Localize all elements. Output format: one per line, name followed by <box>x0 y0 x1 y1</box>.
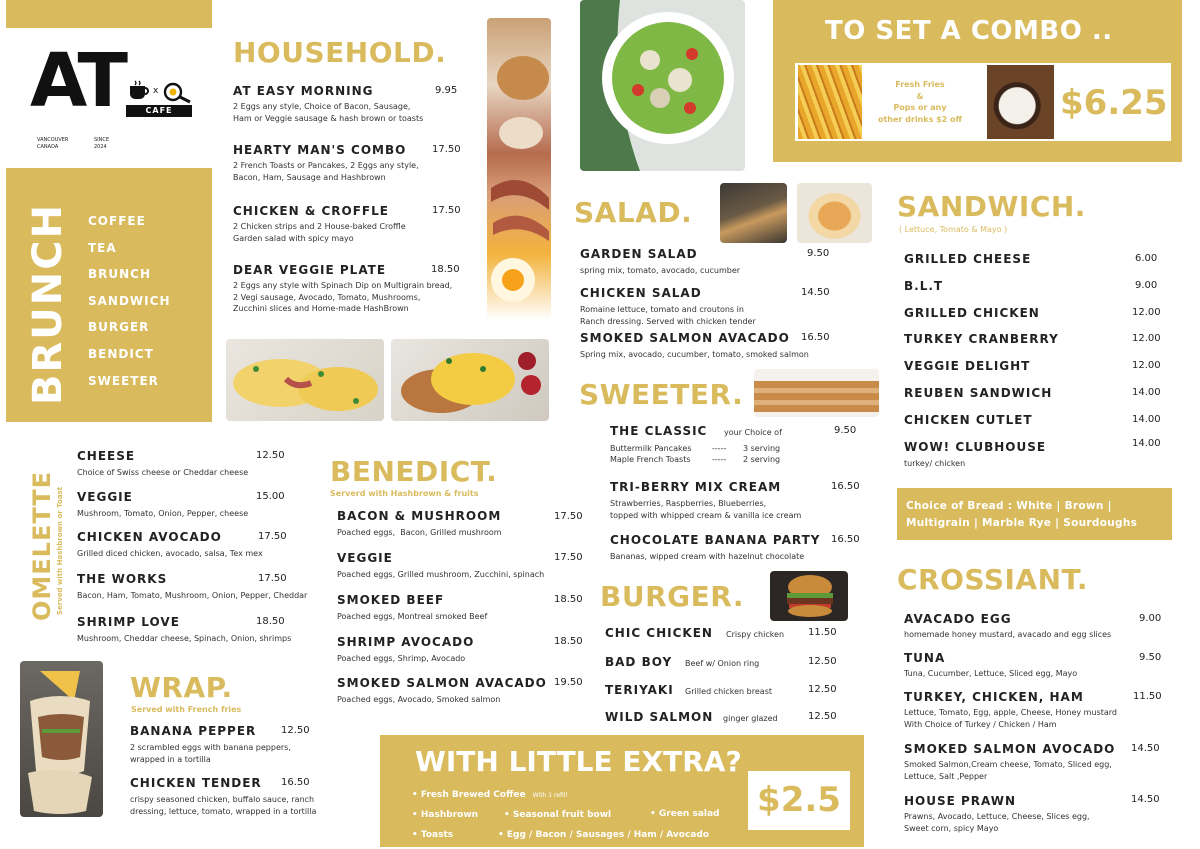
item-desc: Bacon, Ham, Tomato, Mushroom, Onion, Pepper, Cheddar <box>77 591 308 600</box>
item-price: 9.00 <box>1139 613 1162 624</box>
item-name: CHICKEN SALAD <box>580 286 702 300</box>
item-name: VEGGIE DELIGHT <box>904 359 1031 373</box>
extra-green: Green salad <box>658 809 720 819</box>
omelette-item <box>77 572 317 602</box>
item-desc: Prawns, Avocado, Lettuce, Cheese, Slices egg, Sweet corn, spicy Mayo <box>904 812 1090 833</box>
item-name: GRILLED CHICKEN <box>904 306 1040 320</box>
combo-card <box>795 63 1171 141</box>
item-price: 17.50 <box>258 573 287 584</box>
location-text: VANCOUVER CANADA <box>37 137 69 150</box>
burger-illustration <box>770 571 848 621</box>
omelette-vertical-title: OMELETTE <box>28 470 56 622</box>
household-title: HOUSEHOLD. <box>233 36 447 69</box>
item-desc: Poached eggs, Shrimp, Avocado <box>337 654 466 663</box>
item-price: 17.50 <box>554 552 583 563</box>
extra-bullet: • Seasonal fruit bowl <box>504 810 612 820</box>
item-note: Beef w/ Onion ring <box>685 659 760 668</box>
cafe-tag: CAFE <box>126 105 192 117</box>
benedict-item <box>337 551 587 581</box>
item-price: 17.50 <box>554 511 583 522</box>
item-price: 9.50 <box>807 248 830 259</box>
nav-item-coffee[interactable]: COFFEE <box>88 214 146 228</box>
salad-item <box>580 286 830 327</box>
benedict-photo <box>391 339 549 421</box>
salad-illustration <box>580 0 745 171</box>
crossiant-item <box>904 690 1169 730</box>
sweeter-classic <box>610 424 870 464</box>
item-price: 17.50 <box>432 205 461 216</box>
extra-refill: With 1 refill <box>532 792 568 799</box>
item-price: 14.00 <box>1132 387 1161 398</box>
item-name: TURKEY, CHICKEN, HAM <box>904 690 1084 704</box>
item-name: SMOKED SALMON AVOCADO <box>904 742 1116 756</box>
extra-toasts: Toasts <box>420 830 454 840</box>
item-name: TRI-BERRY MIX CREAM <box>610 480 782 494</box>
item-name: AT EASY MORNING <box>233 84 374 98</box>
omelette-illustration <box>226 339 384 421</box>
brunch-panel <box>6 168 212 422</box>
pancake-photo <box>754 369 879 417</box>
burger-title: BURGER. <box>600 580 744 613</box>
combo-title: TO SET A COMBO .. <box>825 16 1113 46</box>
item-name: BAD BOY <box>605 655 673 669</box>
item-desc: 2 scrambled eggs with banana peppers, wrapped in a tortilla <box>130 743 291 764</box>
crossiant-item <box>904 651 1169 680</box>
wrap-item <box>130 724 330 765</box>
coffee-photo <box>987 65 1054 139</box>
item-desc: 2 Chicken strips and 2 House-baked Croffle Garden salad with spicy mayo <box>233 222 406 243</box>
household-item <box>233 204 473 244</box>
item-desc: 2 Eggs any style with Spinach Dip on Multigrain bread, 2 Vegi sausage, Avocado, Tomato, Mushrooms, Zucchini slices and Home-made HashBrown <box>233 281 453 314</box>
since-text: SINCE 2024 <box>94 137 110 150</box>
item-price: 16.50 <box>831 481 860 492</box>
item-desc: Lettuce, Tomato, Egg, apple, Cheese, Honey mustard With Choice of Turkey / Chicken / Ham <box>904 708 1117 729</box>
item-price: 18.50 <box>554 636 583 647</box>
extra-panel <box>380 735 864 847</box>
salad-title: SALAD. <box>574 196 693 229</box>
nav-item-brunch[interactable]: BRUNCH <box>88 267 152 282</box>
sweeter-title: SWEETER. <box>579 378 744 411</box>
item-name: BANANA PEPPER <box>130 724 257 738</box>
item-desc: Smoked Salmon,Cream cheese, Tomato, Sliced egg, Lettuce, Salt ,Pepper <box>904 760 1112 781</box>
item-desc: Choice of Swiss cheese or Cheddar cheese <box>77 468 249 477</box>
crossiant-item <box>904 612 1169 641</box>
nav-item-burger[interactable]: BURGER <box>88 320 150 335</box>
logo-text: AT <box>30 38 125 124</box>
brunch-nav <box>88 214 170 400</box>
item-name: HOUSE PRAWN <box>904 794 1017 808</box>
crossiant-item <box>904 742 1169 782</box>
item-name: SHRIMP AVOCADO <box>337 635 475 649</box>
item-price: 6.00 <box>1135 253 1158 264</box>
omelette-item <box>77 449 317 479</box>
salad-item <box>580 247 830 277</box>
combo-text: Fresh Fries & Pops or any other drinks $2 off <box>877 80 963 124</box>
item-price: 14.50 <box>1131 743 1160 754</box>
omelette-vertical-subtitle: Served with Hashbrown or Toast <box>56 486 64 616</box>
extra-bullet: • Hashbrown <box>412 810 479 820</box>
item-name: GRILLED CHEESE <box>904 252 1032 266</box>
item-note: Crispy chicken <box>726 630 785 639</box>
extra-hashbrown: Hashbrown <box>420 810 479 820</box>
item-name: TERIYAKI <box>605 683 674 697</box>
item-note: Grilled chicken breast <box>685 687 772 696</box>
item-name: CHOCOLATE BANANA PARTY <box>610 533 821 547</box>
item-name: WOW! CLUBHOUSE <box>904 440 1047 454</box>
item-name: TURKEY CRANBERRY <box>904 332 1059 346</box>
nav-item-sweeter[interactable]: SWEETER <box>88 373 159 388</box>
item-name: CHIC CHICKEN <box>605 626 713 640</box>
item-desc: Spring mix, avocado, cucumber, tomato, smoked salmon <box>580 350 809 359</box>
item-name: TUNA <box>904 651 946 665</box>
household-item <box>233 143 473 183</box>
omelette-photo <box>226 339 384 421</box>
sandwich-subtitle: ( Lettuce, Tomato & Mayo ) <box>899 225 1008 234</box>
item-desc: crispy seasoned chicken, buffalo sauce, ranch dressing, lettuce, tomato, wrapped in a tortilla <box>130 795 317 816</box>
item-name: REUBEN SANDWICH <box>904 386 1053 400</box>
benedict-item <box>337 593 587 623</box>
nav-item-bendict[interactable]: BENDICT <box>88 346 154 361</box>
wrap-illustration <box>20 661 103 817</box>
item-price: 12.00 <box>1132 307 1161 318</box>
item-price: 12.50 <box>808 684 837 695</box>
croissant-photo <box>797 183 872 243</box>
sweeter-item <box>610 480 870 521</box>
item-price: 15.00 <box>256 491 285 502</box>
wrap-subtitle: Served with French fries <box>131 705 242 714</box>
item-desc: Poached eggs, Montreal smoked Beef <box>337 612 488 621</box>
classic-serving: 3 serving <box>743 444 781 453</box>
coffee-cup-icon <box>127 80 151 102</box>
sweeter-item <box>610 533 870 563</box>
item-name: SHRIMP LOVE <box>77 615 180 629</box>
brunch-vertical-title: BRUNCH <box>25 202 71 405</box>
breakfast-illustration <box>487 18 551 320</box>
extra-coffee: Fresh Brewed Coffee <box>420 790 526 800</box>
item-name: B.L.T <box>904 279 944 293</box>
benedict-subtitle: Serverd with Hashbrown & fruits <box>330 489 479 498</box>
top-left-band <box>6 0 212 28</box>
crossiant-item <box>904 794 1169 834</box>
item-desc: Mushroom, Cheddar cheese, Spinach, Onion, shrimps <box>77 634 292 643</box>
item-desc: Romaine lettuce, tomato and croutons in Ranch dressing. Served with chicken tender <box>580 305 756 326</box>
item-name: WILD SALMON <box>605 710 714 724</box>
item-name: CHICKEN AVOCADO <box>77 530 222 544</box>
benedict-illustration <box>391 339 549 421</box>
item-price: 9.50 <box>1139 652 1162 663</box>
item-note: ginger glazed <box>723 714 778 723</box>
household-item <box>233 263 478 315</box>
classic-option: Maple French Toasts <box>610 455 691 464</box>
classic-serving: 2 serving <box>743 455 781 464</box>
item-price: 19.50 <box>554 677 583 688</box>
item-price: 18.50 <box>554 594 583 605</box>
item-name: VEGGIE <box>337 551 393 565</box>
crossiant-title: CROSSIANT. <box>897 563 1088 596</box>
benedict-title: BENEDICT. <box>330 455 498 488</box>
item-desc: Bananas, wipped cream with hazelnut chocolate <box>610 552 805 561</box>
classic-dash: ----- <box>712 455 727 464</box>
item-desc: 2 Eggs any style, Choice of Bacon, Sausage, Ham or Veggie sausage & hash brown or toasts <box>233 102 424 123</box>
item-price: 16.50 <box>801 332 830 343</box>
household-item <box>233 84 473 124</box>
wrap-title: WRAP. <box>130 671 233 704</box>
salad-item <box>580 331 840 361</box>
classic-option: Buttermilk Pancakes <box>610 444 692 453</box>
item-price: 14.50 <box>801 287 830 298</box>
item-price: 12.50 <box>808 711 837 722</box>
item-name: VEGGIE <box>77 490 133 504</box>
fries-photo <box>798 65 862 139</box>
item-price: 12.50 <box>281 725 310 736</box>
extra-bullet: • Egg / Bacon / Sausages / Ham / Avocado <box>498 830 710 840</box>
item-name: THE WORKS <box>77 572 168 586</box>
item-desc: spring mix, tomato, avocado, cucumber <box>580 266 741 275</box>
breakfast-plate-photo <box>487 18 551 320</box>
item-price: 14.00 <box>1132 438 1161 449</box>
extra-fruit: Seasonal fruit bowl <box>512 810 612 820</box>
sandwich-title: SANDWICH. <box>897 190 1086 223</box>
item-price: 18.50 <box>256 616 285 627</box>
item-price: 9.00 <box>1135 280 1158 291</box>
item-desc: homemade honey mustard, avacado and egg slices <box>904 630 1112 639</box>
item-name: SMOKED SALMON AVACADO <box>580 331 790 345</box>
item-name: HEARTY MAN'S COMBO <box>233 143 407 157</box>
panini-photo <box>720 183 787 243</box>
logo-x: x <box>153 86 159 96</box>
item-desc: Grilled diced chicken, avocado, salsa, Tex mex <box>77 549 263 558</box>
item-name: SMOKED BEEF <box>337 593 445 607</box>
item-desc: Mushroom, Tomato, Onion, Pepper, cheese <box>77 509 249 518</box>
bread-choice-banner <box>897 488 1172 540</box>
omelette-item <box>77 530 317 560</box>
extra-bullet: • Green salad <box>650 809 720 819</box>
combo-price: $6.25 <box>1060 83 1168 123</box>
benedict-item <box>337 509 587 539</box>
item-name: CHEESE <box>77 449 136 463</box>
item-name: GARDEN SALAD <box>580 247 698 261</box>
extra-title: WITH LITTLE EXTRA? <box>415 745 742 778</box>
item-desc: Poached eggs, Bacon, Grilled mushroom <box>337 528 502 537</box>
nav-item-tea[interactable]: TEA <box>88 240 117 255</box>
item-price: 14.50 <box>1131 794 1160 805</box>
item-name: CHICKEN CUTLET <box>904 413 1033 427</box>
item-name: DEAR VEGGIE PLATE <box>233 263 387 277</box>
item-name: BACON & MUSHROOM <box>337 509 502 523</box>
extra-eggs: Egg / Bacon / Sausages / Ham / Avocado <box>506 830 710 840</box>
wrap-photo <box>20 661 103 817</box>
item-name: CHICKEN TENDER <box>130 776 262 790</box>
item-price: 11.50 <box>808 627 837 638</box>
item-name: AVACADO EGG <box>904 612 1012 626</box>
item-price: 17.50 <box>258 531 287 542</box>
salad-bowl-photo <box>580 0 745 171</box>
item-price: 14.00 <box>1132 414 1161 425</box>
item-desc: Poached eggs, Grilled mushroom, Zucchini, spinach <box>337 570 545 579</box>
item-price: 9.95 <box>435 85 458 96</box>
item-desc: 2 French Toasts or Pancakes, 2 Eggs any style, Bacon, Ham, Sausage and Hashbrown <box>233 161 419 182</box>
omelette-item <box>77 490 317 520</box>
benedict-item <box>337 676 587 706</box>
bread-choice-text: Choice of Bread : White | Brown | Multigrain | Marble Rye | Sourdoughs <box>906 500 1138 529</box>
extra-price-box <box>748 771 850 830</box>
logo <box>30 38 205 132</box>
extra-bullet: • Toasts <box>412 830 454 840</box>
classic-choice: your Choice of <box>724 428 782 437</box>
item-price: 12.00 <box>1132 333 1161 344</box>
combo-panel <box>773 0 1182 162</box>
item-desc: Tuna, Cucumber, Lettuce, Sliced egg, Mayo <box>904 669 1078 678</box>
benedict-item <box>337 635 587 665</box>
item-desc: Poached eggs, Avocado, Smoked salmon <box>337 695 501 704</box>
extra-price: $2.5 <box>757 780 841 820</box>
item-name: THE CLASSIC <box>610 424 708 438</box>
wrap-item <box>130 776 330 817</box>
item-price: 9.50 <box>834 425 857 436</box>
omelette-item <box>77 615 317 645</box>
item-price: 12.00 <box>1132 360 1161 371</box>
egg-pan-icon <box>162 82 192 104</box>
classic-dash: ----- <box>712 444 727 453</box>
item-price: 16.50 <box>831 534 860 545</box>
item-name: SMOKED SALMON AVACADO <box>337 676 547 690</box>
item-desc: turkey/ chicken <box>904 459 966 468</box>
item-price: 17.50 <box>432 144 461 155</box>
item-price: 12.50 <box>808 656 837 667</box>
item-price: 16.50 <box>281 777 310 788</box>
nav-item-sandwich[interactable]: SANDWICH <box>88 293 171 308</box>
burger-photo <box>770 571 848 621</box>
item-name: CHICKEN & CROFFLE <box>233 204 389 218</box>
item-price: 11.50 <box>1133 691 1162 702</box>
extra-bullet: • Fresh Brewed Coffee With 1 refill <box>412 790 568 800</box>
item-price: 12.50 <box>256 450 285 461</box>
item-desc: Strawberries, Raspberries, Blueberries, topped with whipped cream & vanilla ice cream <box>610 499 802 520</box>
item-price: 18.50 <box>431 264 460 275</box>
